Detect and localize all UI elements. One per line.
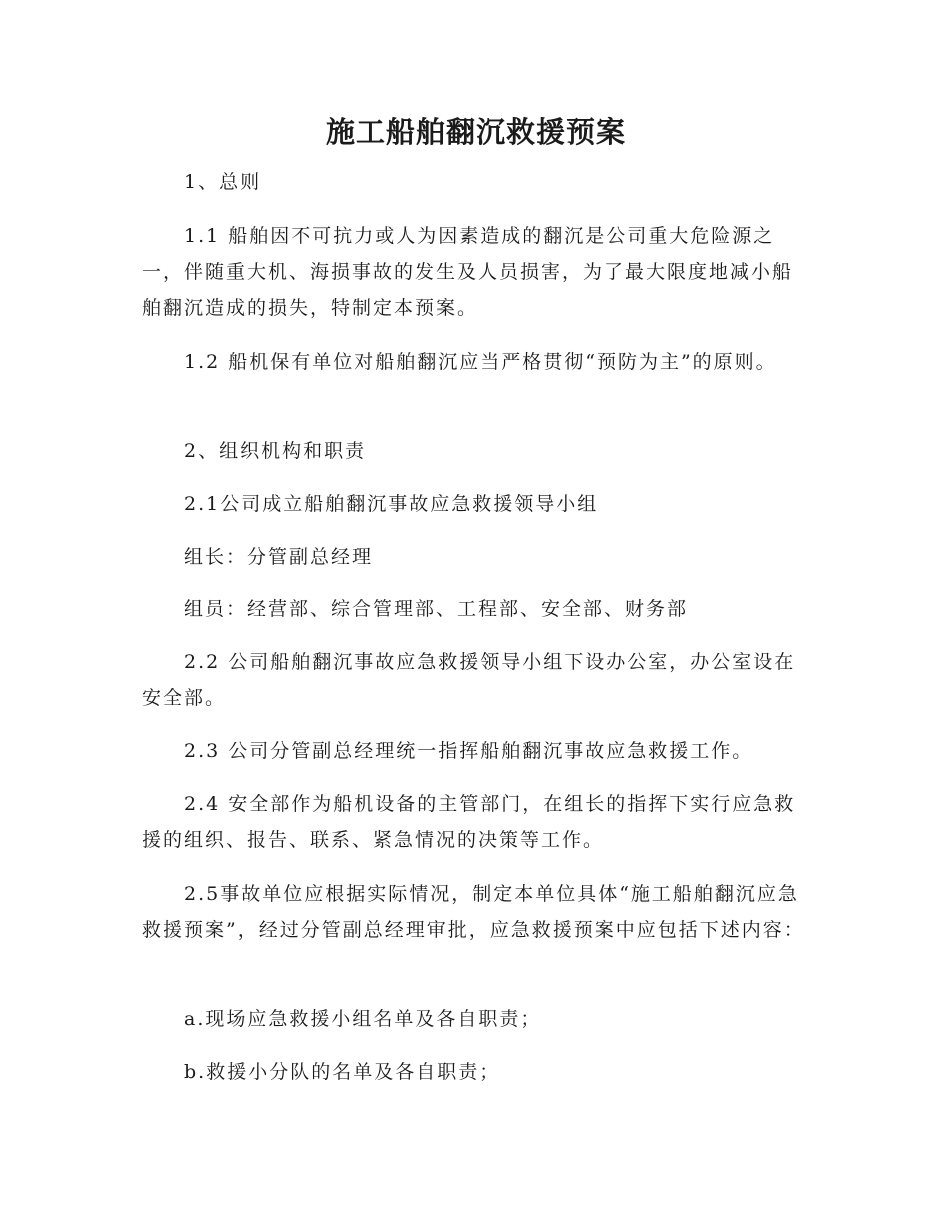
document-title: 施工船舶翻沉救援预案 (325, 115, 626, 149)
paragraph-2-5: 2.5事故单位应根据实际情况，制定本单位具体“施工船舶翻沉应急救援预案”，经过分管副总经理审批，应急救援预案中应包括下述内容： (142, 883, 805, 941)
section-heading-general: 1、总则 (184, 171, 262, 193)
list-item-a: a.现场应急救援小组名单及各自职责； (184, 1008, 542, 1030)
paragraph-2-1: 2.1公司成立船舶翻沉事故应急救援领导小组 (184, 493, 599, 515)
section-heading-organization: 2、组织机构和职责 (184, 440, 367, 462)
paragraph-1-1: 1.1 船舶因不可抗力或人为因素造成的翻沉是公司重大危险源之一，伴随重大机、海损事故的发生及人员损害，为了最大限度地减小船舶翻沉造成的损失，特制定本预案。 (142, 225, 794, 319)
list-item-b: b.救援小分队的名单及各自职责； (184, 1061, 501, 1083)
paragraph-2-2: 2.2 公司船舶翻沉事故应急救援领导小组下设办公室，办公室设在安全部。 (142, 651, 796, 709)
paragraph-2-3: 2.3 公司分管副总经理统一指挥船舶翻沉事故应急救援工作。 (184, 740, 754, 762)
paragraph-1-2: 1.2 船机保有单位对船舶翻沉应当严格贯彻“预防为主”的原则。 (184, 351, 777, 373)
team-leader-line: 组长：分管副总经理 (184, 546, 374, 568)
paragraph-2-4: 2.4 安全部作为船机设备的主管部门，在组长的指挥下实行应急救援的组织、报告、联系、紧急情况的决策等工作。 (142, 793, 796, 851)
team-members-line: 组员：经营部、综合管理部、工程部、安全部、财务部 (184, 598, 689, 620)
